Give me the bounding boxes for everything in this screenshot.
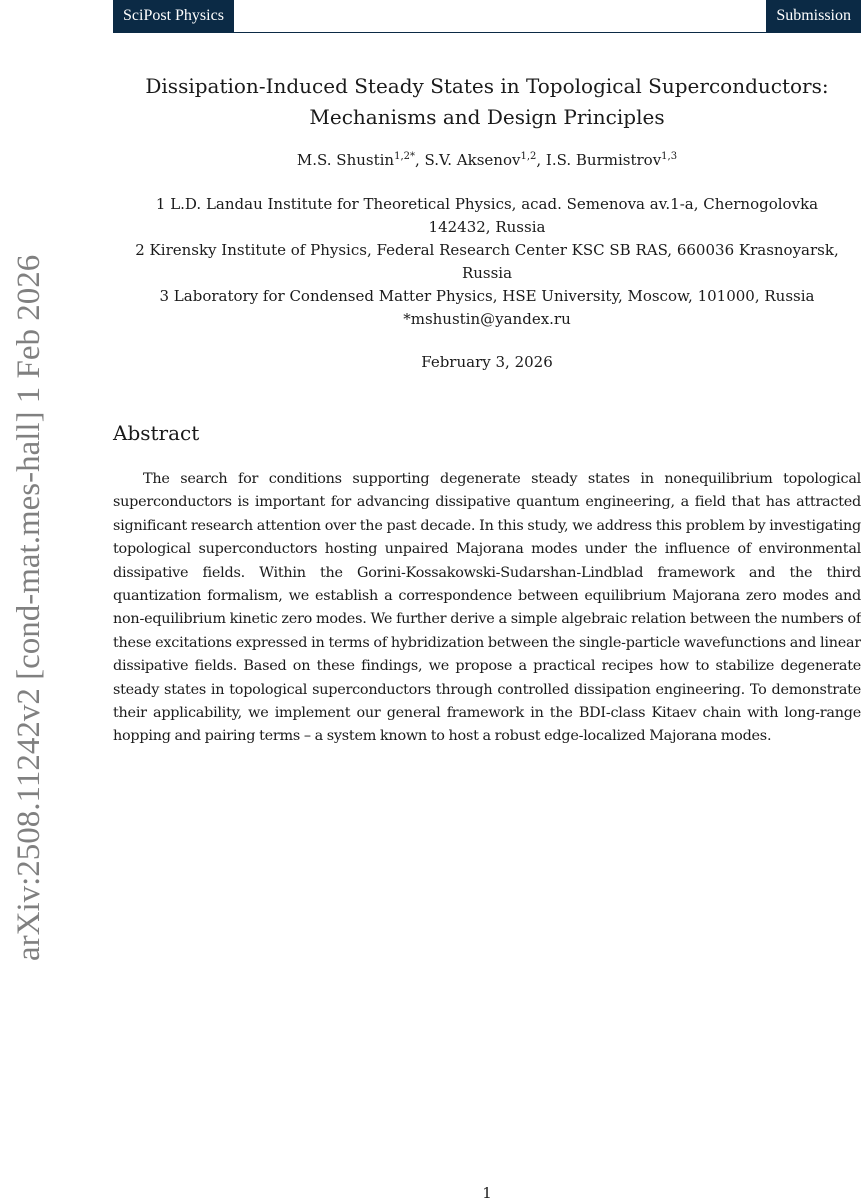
abstract-text: The search for conditions supporting degenerate steady states in nonequilibrium topological superconductors is important for advancing dissipative quantum engineering, a field that has attracted significant research attention over the past decade. In this study, we address this problem by investigating topological superconductors hosting unpaired Majorana modes under the influence of environmental dissipative fields. Within the Gorini-Kossakowski-Sudarshan-Lindblad framework and the third quantization formalism, we establish a correspondence between equilibrium Majorana zero modes and non-equilibrium kinetic zero modes. We further derive a simple algebraic relation between the numbers of these excitations expressed in terms of hybridization between the single-particle wavefunctions and linear dissipative fields. Based on these findings, we propose a practical recipes how to stabilize degenerate steady states in topological superconductors through controlled dissipation engineering. To demonstrate their applicability, we implement our general framework in the BDI-class Kitaev chain with long-range hopping and pairing terms – a system known to host a robust edge-localized Majorana modes. (113, 471, 861, 745)
submission-status-tag: Submission (766, 0, 861, 32)
author-affiliation-marker: 1,2 (520, 151, 537, 162)
paper-title (113, 71, 861, 133)
author-name: I.S. Burmistrov (545, 151, 662, 169)
publication-date: February 3, 2026 (421, 353, 553, 371)
title-line-1: Dissipation-Induced Steady States in Topological Superconductors: (145, 74, 829, 98)
affiliation-1-line-1: 1 L.D. Landau Institute for Theoretical Physics, acad. Semenova av.1-a, Chernogolovka (155, 195, 819, 213)
affiliation-2-line-1: 2 Kirensky Institute of Physics, Federal Research Center KSC SB RAS, 660036 Krasnoyarsk, (135, 241, 839, 259)
page-number: 1 (482, 1184, 492, 1202)
affiliation-1-line-2: 142432, Russia (428, 218, 546, 236)
running-header (113, 0, 861, 33)
author-affiliation-marker: 1,2* (394, 151, 415, 162)
author-separator: , (536, 151, 546, 169)
author-affiliation-marker: 1,3 (661, 151, 678, 162)
author-separator: , (415, 151, 425, 169)
affiliation-3-line-1: 3 Laboratory for Condensed Matter Physics, HSE University, Moscow, 101000, Russia (159, 287, 815, 305)
journal-name-tag: SciPost Physics (113, 0, 234, 32)
affiliation-2-line-2: Russia (461, 264, 513, 282)
author-list (113, 149, 861, 171)
arxiv-identifier-stamp: arXiv:2508.11242v2 [cond-mat.mes-hall] 1 Feb 2026 (11, 254, 47, 961)
author-name: S.V. Aksenov (424, 151, 521, 169)
abstract-heading: Abstract (113, 421, 200, 445)
affiliation-list (113, 193, 861, 331)
corresponding-email: *mshustin@yandex.ru (403, 310, 571, 328)
author-name: M.S. Shustin (296, 151, 395, 169)
title-line-2: Mechanisms and Design Principles (309, 105, 665, 129)
